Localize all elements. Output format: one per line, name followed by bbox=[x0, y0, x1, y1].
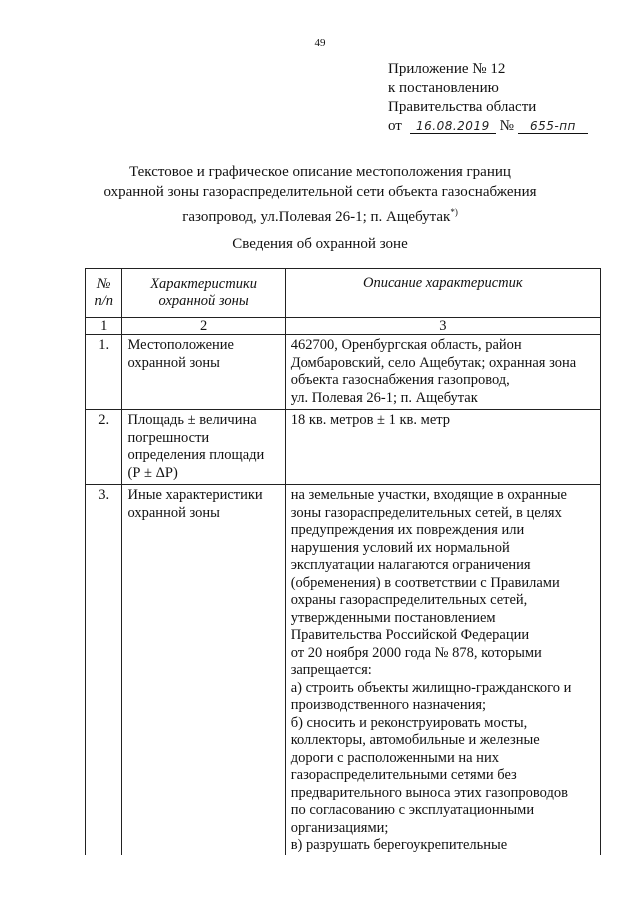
row-characteristic: Иные характеристики охранной зоны bbox=[122, 485, 285, 855]
table-header-row bbox=[86, 269, 601, 318]
row-characteristic: Площадь ± величина погрешности определения площади (Р ± ΔР) bbox=[122, 410, 285, 485]
row-description: на земельные участки, входящие в охранные зоны газораспределительных сетей, в целях предупреждения их повреждения или нарушения условий их нормальной эксплуатации налагаются ограничения (обременения) в соответствии с Правилами охраны газораспределительных сетей, утвержденными постановлением Правительства Российской Федерации от 20 ноября 2000 года № 878, которыми запрещается: а) строить объекты жилищно-гражданского и производственного назначения; б) сносить и реконструировать мосты, коллекторы, автомобильные и железные дороги с расположенными на них газораспределительными сетями без предварительного выноса этих газопроводов по согласованию с эксплуатационными организациями; в) разрушать берегоукрепительные bbox=[285, 485, 600, 855]
row-characteristic: Местоположение охранной зоны bbox=[122, 335, 285, 410]
column-number-row bbox=[86, 318, 601, 335]
protection-zone-table bbox=[85, 268, 601, 855]
column-number-1: 1 bbox=[86, 318, 122, 335]
appendix-line-3: Правительства области bbox=[388, 99, 537, 115]
row-description: 462700, Оренбургская область, район Домбаровский, село Ащебутак; охранная зона объекта газоснабжения газопровод, ул. Полевая 26-1; п. Ащебутак bbox=[285, 335, 600, 410]
page-number: 49 bbox=[314, 37, 326, 49]
document-title bbox=[40, 162, 600, 227]
header-characteristic: Характеристики охранной зоны bbox=[122, 269, 285, 318]
footnote-mark: *) bbox=[450, 207, 458, 217]
appendix-date-line bbox=[388, 117, 588, 136]
from-label: от bbox=[388, 118, 402, 134]
title-line-2: охранной зоны газораспределительной сети объекта газоснабжения bbox=[103, 184, 537, 200]
appendix-block bbox=[388, 60, 588, 136]
row-number: 2. bbox=[86, 410, 122, 485]
title-line-3-wrap bbox=[40, 202, 600, 227]
column-number-2: 2 bbox=[122, 318, 285, 335]
header-number: № п/п bbox=[86, 269, 122, 318]
appendix-line-2: к постановлению bbox=[388, 80, 499, 96]
handwritten-date: 16.08.2019 bbox=[410, 119, 496, 134]
table-row bbox=[86, 335, 601, 410]
header-description: Описание характеристик bbox=[285, 269, 600, 318]
row-number: 1. bbox=[86, 335, 122, 410]
row-description: 18 кв. метров ± 1 кв. метр bbox=[285, 410, 600, 485]
table-row bbox=[86, 410, 601, 485]
row-number: 3. bbox=[86, 485, 122, 855]
table-row bbox=[86, 485, 601, 855]
title-line-1: Текстовое и графическое описание местоположения границ bbox=[129, 164, 511, 180]
section-subtitle: Сведения об охранной зоне bbox=[232, 236, 408, 252]
column-number-3: 3 bbox=[285, 318, 600, 335]
number-label: № bbox=[499, 118, 514, 134]
title-line-3: газопровод, ул.Полевая 26-1; п. Ащебутак bbox=[182, 209, 451, 225]
handwritten-number: 655-пп bbox=[518, 119, 588, 134]
appendix-line-1: Приложение № 12 bbox=[388, 61, 506, 77]
